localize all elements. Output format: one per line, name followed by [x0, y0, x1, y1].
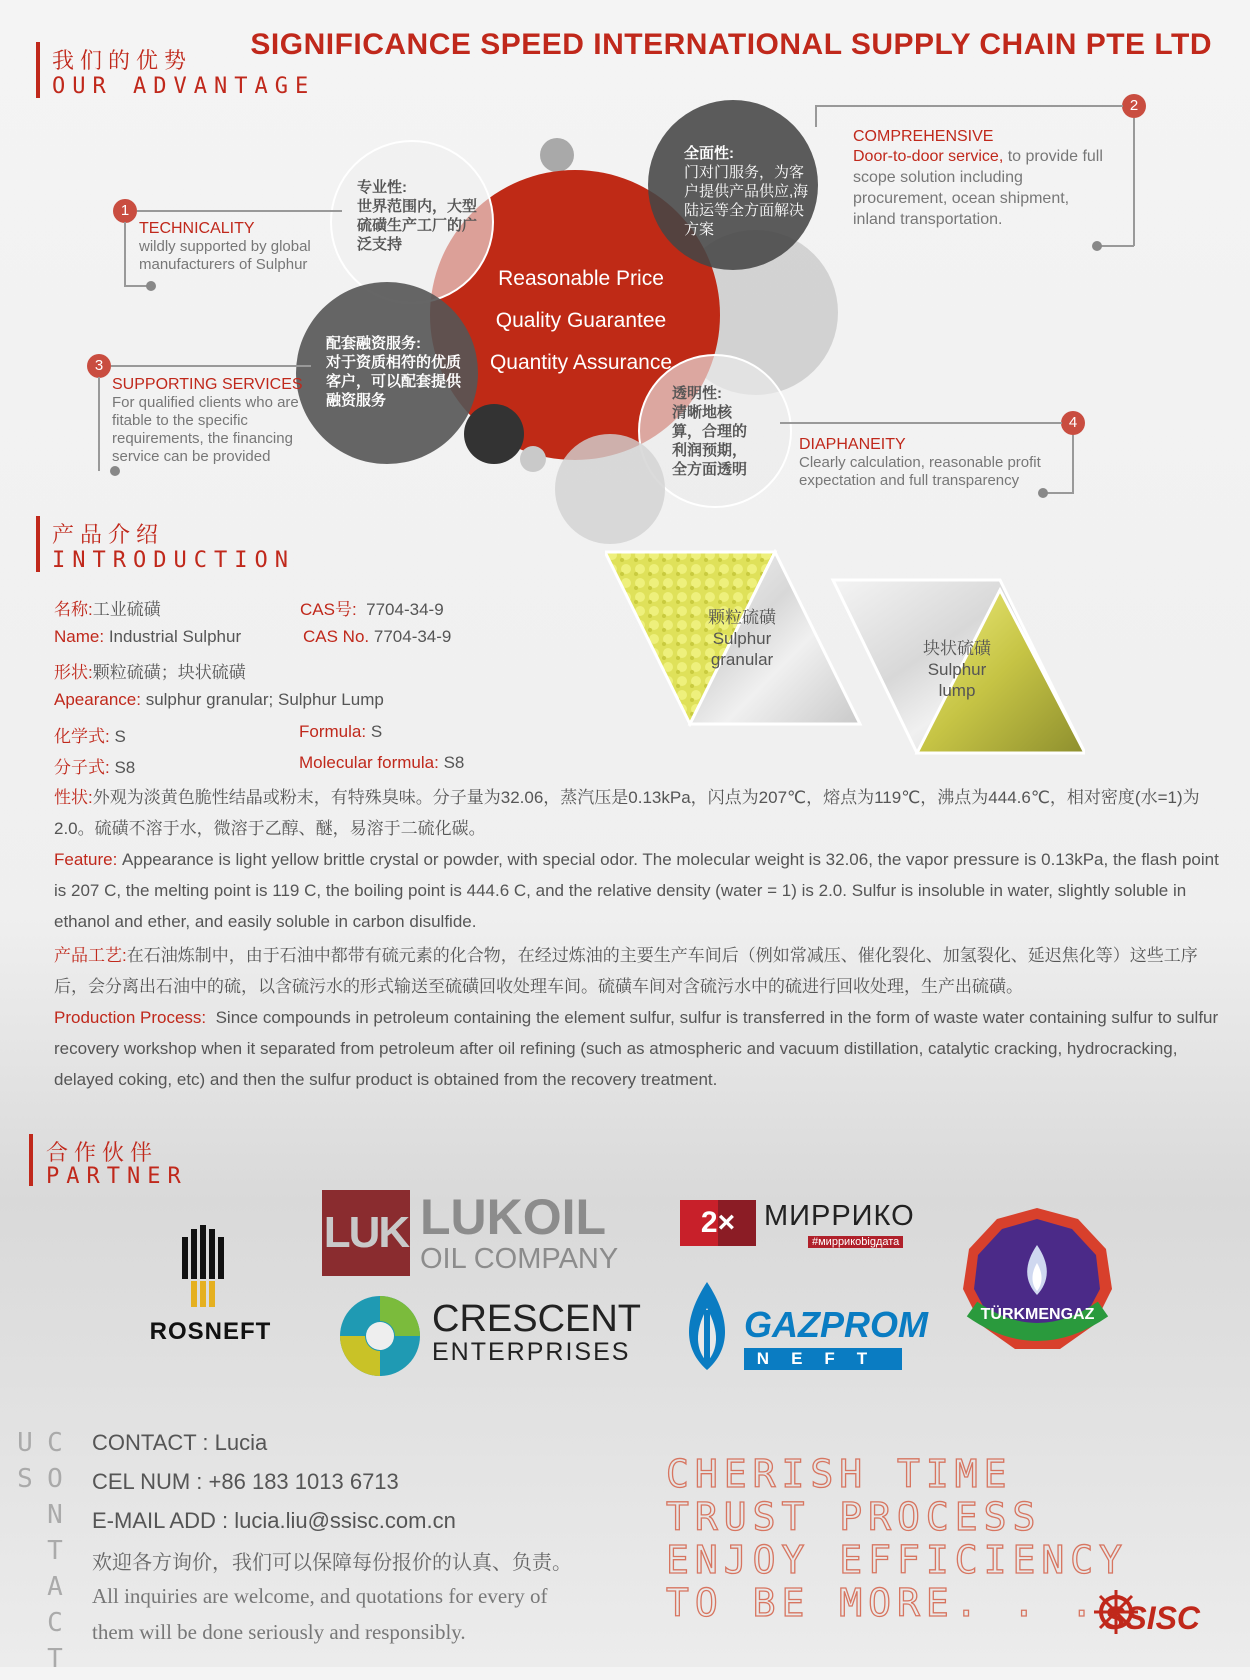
granular-label-en-1: Sulphur [712, 629, 772, 648]
technicality-cn [357, 178, 487, 254]
process-en-text: Since compounds in petroleum containing the element sulfur, sulfur is transferred in the form of waste water containing sulfur to sulfur recovery workshop when it separated from petroleum after oil refining (such as atmospheric and vacuum distillation, catalytic cracking, hydrocracking, delayed coking, etc) and then the sulfur product is obtained from the recovery treatment. [54, 1008, 1219, 1089]
comprehensive-title: COMPREHENSIVE [853, 128, 994, 145]
gazprom-subtitle: NEFT [744, 1348, 902, 1370]
connector-line [780, 422, 1062, 424]
gazprom-name: GAZPROM [744, 1304, 928, 1345]
connector-line [1100, 245, 1134, 247]
rosneft-text: ROSNEFT [149, 1318, 272, 1345]
granular-label [697, 607, 787, 670]
turkmengaz-text: TÜRKMENGAZ [980, 1306, 1095, 1323]
slogan-line-2: TRUST PROCESS [666, 1495, 1042, 1539]
supporting-cn [326, 334, 461, 410]
diaphaneity-cn-desc: 清晰地核算，合理的利润预期，全方面透明 [672, 404, 748, 478]
lump-label-en-2: lump [938, 681, 976, 700]
supporting-callout [112, 376, 312, 466]
contact-note-en-1: All inquiries are welcome, and quotations for every of [92, 1584, 548, 1608]
crescent-logo-icon [335, 1292, 425, 1380]
sulphur-images [605, 548, 1085, 758]
deco-circle [540, 138, 574, 172]
partner-title-cn: 合作伙伴 [46, 1141, 159, 1166]
lump-label [912, 638, 1002, 701]
mol-cn-label: 分子式: [54, 758, 110, 777]
connector-line [1072, 435, 1074, 493]
lump-label-cn: 块状硫磺 [923, 639, 991, 658]
name-en-label: Name: [54, 627, 105, 646]
intro-title-cn: 产品介绍 [52, 523, 165, 548]
cas-cn-row [300, 595, 444, 620]
center-line-2: Quality Guarantee [495, 309, 667, 332]
diaphaneity-cn-title: 透明性: [672, 385, 722, 402]
mol-cn-row [54, 753, 135, 778]
technicality-title: TECHNICALITY [139, 220, 255, 237]
process-cn-text: 在石油炼制中，由于石油中都带有硫元素的化合物，在经过炼油的主要生产车间后（例如常减压、催化裂化、加氢裂化、延迟焦化等）这些工序后，会分离出石油中的硫，以含硫污水的形式输送至硫磺回收处理车间。硫磺车间对含硫污水中的硫进行回收处理，生产出硫磺。 [54, 946, 1198, 996]
supporting-cn-desc: 对于资质相符的优质客户，可以配套提供融资服务 [326, 354, 462, 409]
comprehensive-highlight: Door-to-door service, [853, 148, 1004, 165]
supporting-cn-title: 配套融资服务: [326, 335, 421, 352]
slogan-line-1: CHERISH TIME [666, 1452, 1013, 1496]
appearance-value: sulphur granular; Sulphur Lump [145, 690, 384, 709]
mol-en-label: Molecular formula: [299, 753, 439, 772]
process-cn-paragraph [54, 940, 1224, 1002]
formula-en-label: Formula: [299, 722, 367, 741]
contact-side-label: CONTACT US [10, 1428, 70, 1680]
supporting-desc: For qualified clients who are fitable to the specific requirements, the financing service can be provided [112, 394, 299, 465]
contact-phone[interactable]: CEL NUM : +86 183 1013 6713 [92, 1469, 399, 1494]
shape-cn-label: 形状: [54, 663, 93, 682]
partner-title-en: PARTNER [46, 1164, 188, 1189]
connector-line [815, 105, 1123, 107]
gazprom-flame-icon [672, 1280, 742, 1372]
diaphaneity-title: DIAPHANEITY [799, 436, 906, 453]
feature-en-label: Feature: [54, 850, 118, 869]
technicality-cn-desc: 世界范围内，大型硫磺生产工厂的广泛支持 [357, 198, 478, 253]
shape-cn-row [54, 658, 246, 683]
deco-circle [520, 446, 546, 472]
name-en-value: Industrial Sulphur [108, 627, 242, 646]
diaphaneity-desc: Clearly calculation, reasonable profit expectation and full transparency [799, 454, 1041, 489]
mol-cn-value: S8 [114, 758, 136, 777]
center-line-1: Reasonable Price [498, 267, 664, 290]
section-marker [36, 42, 40, 98]
name-en-row [54, 627, 241, 647]
company-name: SIGNIFICANCE SPEED INTERNATIONAL SUPPLY CHAIN PTE LTD [250, 28, 1212, 61]
name-cn-row [54, 595, 161, 620]
comprehensive-cn-desc: 门对门服务，为客户提供产品供应,海陆运等全方面解决方案 [684, 164, 809, 238]
process-en-label: Production Process: [54, 1008, 207, 1027]
connector-dot [110, 466, 120, 476]
mol-en-row [299, 753, 464, 773]
contact-note-cn: 欢迎各方询价，我们可以保障每份报价的认真、负责。 [92, 1550, 572, 1574]
contact-name: CONTACT : Lucia [92, 1430, 268, 1455]
formula-cn-label: 化学式: [54, 727, 110, 746]
cas-en-value: 7704-34-9 [373, 627, 452, 646]
process-cn-label: 产品工艺: [54, 946, 127, 965]
callout-number-2: 2 [1122, 94, 1146, 118]
slogan-line-3: ENJOY EFFICIENCY [666, 1538, 1129, 1582]
connector-dot [146, 281, 156, 291]
slogan-line-4: TO BE MORE. . . [666, 1581, 1100, 1625]
connector-line [124, 222, 126, 286]
process-en-paragraph [54, 1002, 1224, 1095]
callout-number-4: 4 [1061, 411, 1085, 435]
connector-line [137, 210, 342, 212]
center-line-3: Quantity Assurance [489, 351, 673, 374]
name-cn-label: 名称: [54, 600, 93, 619]
turkmengaz-logo-icon [960, 1205, 1115, 1355]
ssisc-logo: SSISC [1104, 1600, 1201, 1636]
diaphaneity-cn [672, 384, 757, 479]
diaphaneity-callout [799, 436, 1064, 490]
section-marker [29, 1134, 33, 1186]
appearance-row [54, 690, 384, 710]
connector-dot [1092, 241, 1102, 251]
mirriko-tag: #миррикоbigдата [808, 1236, 903, 1248]
granular-label-cn: 颗粒硫磺 [708, 608, 776, 627]
lukoil-mark-icon: LUK [322, 1190, 410, 1276]
intro-title-en: INTRODUCTION [52, 548, 295, 573]
connector-line [815, 105, 817, 127]
deco-circle [555, 434, 665, 544]
formula-en-row [299, 722, 382, 742]
advantage-title-cn: 我们的优势 [52, 49, 193, 74]
mirriko-name: МИРРИКО [764, 1200, 915, 1232]
granular-label-en-2: granular [710, 650, 774, 669]
comprehensive-cn-title: 全面性: [684, 145, 734, 162]
technicality-cn-title: 专业性: [357, 179, 407, 196]
cas-cn-value: 7704-34-9 [366, 600, 444, 619]
feature-cn-label: 性状: [54, 788, 93, 807]
name-cn-value: 工业硫磺 [92, 600, 161, 619]
technicality-desc: wildly supported by global manufacturers of Sulphur [139, 238, 311, 273]
cas-en-row [303, 627, 451, 647]
advantage-title-en: OUR ADVANTAGE [52, 74, 316, 99]
formula-cn-value: S [114, 727, 126, 746]
crescent-subtitle: ENTERPRISES [432, 1338, 631, 1366]
rosneft-logo [128, 1225, 293, 1346]
cas-cn-label: CAS号: [300, 600, 357, 619]
feature-cn-paragraph [54, 782, 1224, 844]
contact-email[interactable]: E-MAIL ADD : lucia.liu@ssisc.com.cn [92, 1508, 456, 1533]
lukoil-subtitle: OIL COMPANY [420, 1243, 619, 1275]
connector-line [1133, 118, 1135, 246]
feature-en-text: Appearance is light yellow brittle crystal or powder, with special odor. The molecular weight is 32.06, the vapor pressure is 0.13kPa, the flash point is 207 C, the melting point is 119 C, the boiling point is 444.6 C, and the relative density (water = 1) is 2.0. Sulfur is insoluble in water, slightly soluble in ethanol and ether, and easily soluble in carbon disulfide. [54, 850, 1219, 931]
callout-number-3: 3 [87, 354, 111, 378]
deco-circle [464, 404, 524, 464]
technicality-callout [139, 220, 339, 274]
lukoil-name: LUKOIL [420, 1189, 607, 1245]
comprehensive-cn [684, 144, 814, 239]
cas-en-label: CAS No. [303, 627, 370, 646]
feature-en-paragraph [54, 844, 1224, 937]
section-marker [36, 516, 40, 572]
rosneft-mark-icon [128, 1225, 293, 1313]
connector-line [1046, 492, 1074, 494]
formula-cn-row [54, 722, 126, 747]
formula-en-value: S [370, 722, 383, 741]
comprehensive-desc: to provide full scope solution including procurement, ocean shipment, inland transportation. [853, 148, 1103, 228]
contact-note-en-2: them will be done seriously and responsibly. [92, 1620, 466, 1644]
center-text [466, 258, 696, 384]
lump-label-en-1: Sulphur [927, 660, 987, 679]
shape-cn-value: 颗粒硫磺；块状硫磺 [92, 663, 246, 682]
mol-en-value: S8 [443, 753, 465, 772]
crescent-name: CRESCENT [432, 1298, 642, 1340]
connector-line [98, 377, 100, 471]
comprehensive-callout [853, 128, 1108, 230]
mirriko-mark-icon: 2× [680, 1200, 756, 1246]
callout-number-1: 1 [113, 199, 137, 223]
supporting-title: SUPPORTING SERVICES [112, 376, 303, 393]
appearance-label: Apearance: [54, 690, 141, 709]
connector-line [111, 365, 311, 367]
feature-cn-text: 外观为淡黄色脆性结晶或粉末，有特殊臭味。分子量为32.06，蒸汽压是0.13kPa，闪点为207℃，熔点为119℃，沸点为444.6℃，相对密度(水=1)为2.0。硫磺不溶于水，微溶于乙醇、醚，易溶于二硫化碳。 [54, 788, 1200, 838]
